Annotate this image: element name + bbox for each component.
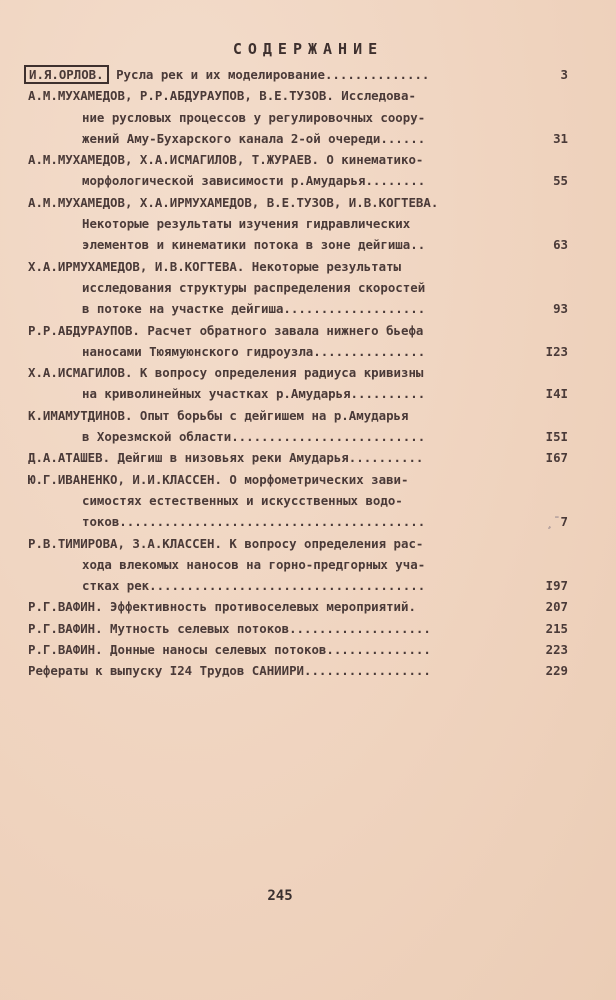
page-ref: 93 bbox=[553, 301, 568, 317]
boxed-author: И.Я.ОРЛОВ. bbox=[24, 65, 109, 84]
toc-entry: Р.Г.ВАФИН. Эффективность противоселевых мероприятий. 207 bbox=[28, 596, 568, 617]
page-ref: 215 bbox=[545, 620, 568, 636]
page-ref: I4I bbox=[545, 386, 568, 402]
page-ref: I23 bbox=[545, 343, 568, 359]
toc-entry: Х.А.ИРМУХАМЕДОВ, И.В.КОГТЕВА. Некоторые результаты исследования структуры распределения скоростей в потоке на участке дейгиша................... 93 bbox=[28, 256, 568, 320]
page-ref: 31 bbox=[553, 130, 568, 146]
toc-entry: Р.В.ТИМИРОВА, З.А.КЛАССЕН. К вопросу определения рас- хода влекомых наносов на горно-предгорных уча- стках рек..................................... I97 bbox=[28, 533, 568, 597]
ink-smudge: ¸ˉ bbox=[545, 514, 561, 530]
table-of-contents bbox=[28, 64, 568, 682]
page-ref: 229 bbox=[545, 663, 568, 679]
page-ref: 3 bbox=[560, 67, 568, 82]
toc-entry: Р.Р.АБДУРАУПОВ. Расчет обратного завала нижнего бьефа наносами Тюямуюнского гидроузла............... I23 bbox=[28, 320, 568, 363]
toc-entry: А.М.МУХАМЕДОВ, Х.А.ИРМУХАМЕДОВ, В.Е.ТУЗОВ, И.В.КОГТЕВА. Некоторые результаты изучения гидравлических элементов и кинематики потока в зоне дейгиша.. 63 bbox=[28, 192, 568, 256]
page-ref: I67 bbox=[545, 450, 568, 466]
page-title: СОДЕРЖАНИЕ bbox=[232, 40, 384, 58]
page-ref: I97 bbox=[545, 578, 568, 594]
toc-entry: Рефераты к выпуску I24 Трудов САНИИРИ................. 229 bbox=[28, 660, 568, 681]
toc-entry: К.ИМАМУТДИНОВ. Опыт борьбы с дейгишем на р.Амударья в Хорезмской области.......................... I5I bbox=[28, 405, 568, 448]
toc-entry: Х.А.ИСМАГИЛОВ. К вопросу определения радиуса кривизны на криволинейных участках р.Амударья.......... I4I bbox=[28, 362, 568, 405]
toc-entry: И.Я.ОРЛОВ. Русла рек и их моделирование.............. 3 bbox=[28, 64, 568, 85]
page-ref: 207 bbox=[545, 599, 568, 615]
page-ref: 223 bbox=[545, 642, 568, 658]
toc-entry: Ю.Г.ИВАНЕНКО, И.И.КЛАССЕН. О морфометрических зави- симостях естественных и искусственных водо- токов......................................... ¸ˉ7 bbox=[28, 469, 568, 533]
toc-entry: А.М.МУХАМЕДОВ, Х.А.ИСМАГИЛОВ, Т.ЖУРАЕВ. О кинематико- морфологической зависимости р.Амударья........ 55 bbox=[28, 149, 568, 192]
page-ref: ¸ˉ7 bbox=[545, 514, 568, 530]
page-ref: I5I bbox=[545, 429, 568, 445]
toc-entry: Д.А.АТАШЕВ. Дейгиш в низовьях реки Амударья.......... I67 bbox=[28, 447, 568, 468]
toc-entry: Р.Г.ВАФИН. Донные наносы селевых потоков.............. 223 bbox=[28, 639, 568, 660]
page-ref: 55 bbox=[553, 173, 568, 189]
page-ref: 63 bbox=[553, 237, 568, 253]
toc-entry: Р.Г.ВАФИН. Мутность селевых потоков................... 215 bbox=[28, 618, 568, 639]
toc-entry: А.М.МУХАМЕДОВ, Р.Р.АБДУРАУПОВ, В.Е.ТУЗОВ. Исследова- ние русловых процессов у регулировочных соору- жений Аму-Бухарского канала 2-ой очереди...... 31 bbox=[28, 85, 568, 149]
page-number: 245 bbox=[267, 888, 293, 904]
